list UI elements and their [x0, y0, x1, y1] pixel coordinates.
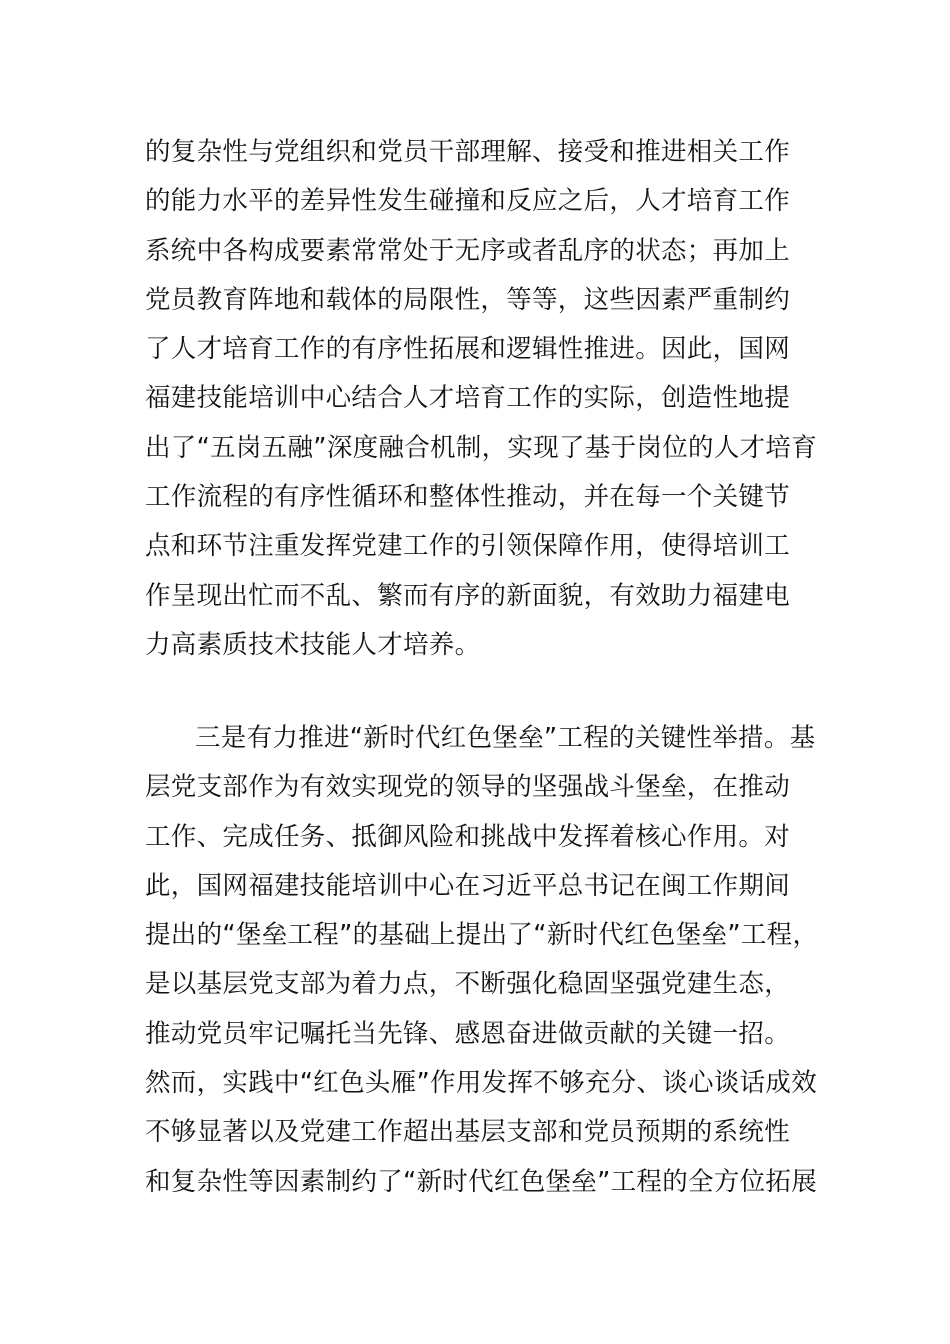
paragraph-1-line: 系统中各构成要素常常处于无序或者乱序的状态；再加上 [145, 235, 791, 266]
paragraph-2-line: 提出的“堡垒工程”的基础上提出了“新时代红色堡垒”工程， [145, 920, 819, 951]
paragraph-2-line: 不够显著以及党建工作超出基层支部和党员预期的系统性 [145, 1117, 791, 1148]
paragraph-1 [145, 128, 818, 670]
paragraph-2-line: 三是有力推进“新时代红色堡垒”工程的关键性举措。基 [195, 723, 816, 753]
paragraph-1-line: 作呈现出忙而不乱、繁而有序的新面貌，有效助力福建电 [145, 580, 791, 611]
paragraph-1-line: 的复杂性与党组织和党员干部理解、接受和推进相关工作 [145, 137, 791, 167]
paragraph-1-line: 的能力水平的差异性发生碰撞和反应之后，人才培育工作 [145, 186, 791, 217]
paragraph-2-line: 和复杂性等因素制约了“新时代红色堡垒”工程的全方位拓展 [145, 1166, 818, 1197]
paragraph-2-line: 工作、完成任务、抵御风险和挑战中发挥着核心作用。对 [145, 821, 791, 852]
paragraph-1-line: 出了“五岗五融”深度融合机制，实现了基于岗位的人才培育 [145, 432, 818, 463]
paragraph-2-line: 层党支部作为有效实现党的领导的坚强战斗堡垒，在推动 [145, 772, 791, 803]
paragraph-1-line: 点和环节注重发挥党建工作的引领保障作用，使得培训工 [145, 531, 791, 562]
paragraph-2-line: 是以基层党支部为着力点，不断强化稳固坚强党建生态， [145, 969, 791, 1000]
paragraph-1-line: 党员教育阵地和载体的局限性，等等，这些因素严重制约 [145, 284, 791, 315]
paragraph-1-line: 工作流程的有序性循环和整体性推动，并在每一个关键节 [145, 482, 791, 513]
paragraph-1-line: 了人才培育工作的有序性拓展和逻辑性推进。因此，国网 [145, 334, 791, 365]
paragraph-2-line: 然而，实践中“红色头雁”作用发挥不够充分、谈心谈话成效 [145, 1068, 818, 1099]
paragraph-2 [145, 714, 819, 1207]
paragraph-1-line: 力高素质技术技能人才培养。 [145, 629, 481, 660]
paragraph-1-line: 福建技能培训中心结合人才培育工作的实际，创造性地提 [145, 383, 791, 414]
paragraph-2-line: 推动党员牢记嘱托当先锋、感恩奋进做贡献的关键一招。 [145, 1018, 791, 1049]
paragraph-2-line: 此，国网福建技能培训中心在习近平总书记在闽工作期间 [145, 870, 791, 901]
